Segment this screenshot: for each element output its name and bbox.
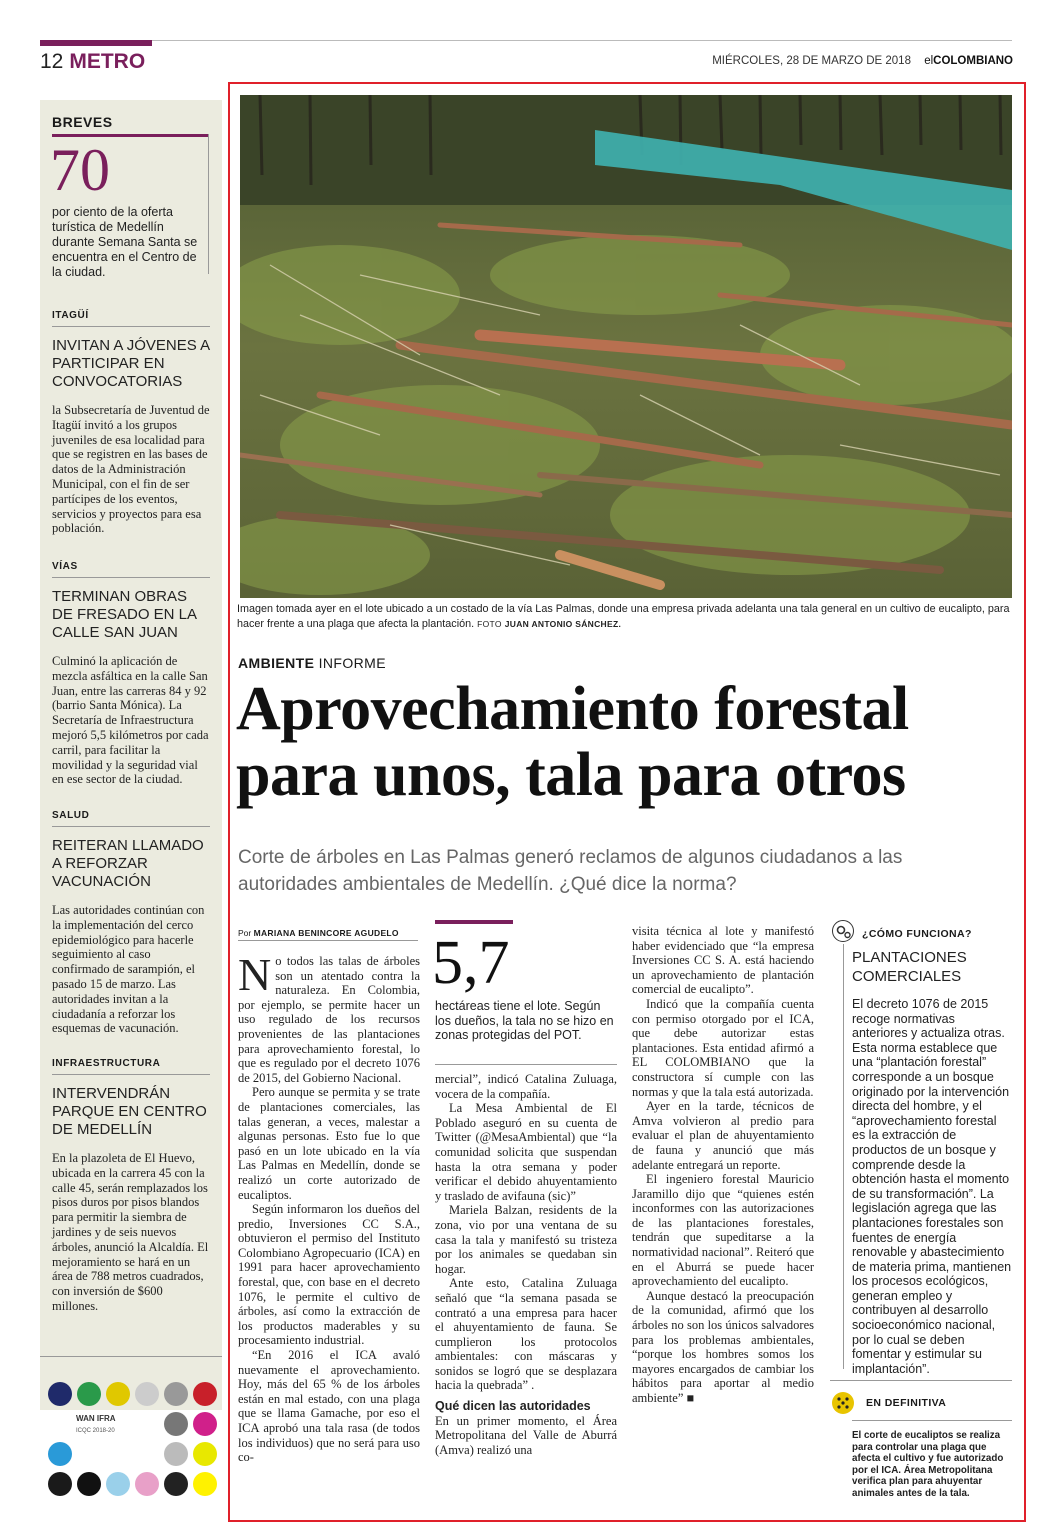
byline — [238, 928, 399, 938]
color-swatch — [193, 1412, 217, 1436]
page-section-label — [40, 50, 145, 74]
stat-bottom-rule — [435, 1064, 617, 1065]
brief-headline: TERMINAN OBRAS DE FRESADO EN LA CALLE SAN JUAN — [52, 588, 197, 641]
color-swatch — [164, 1442, 188, 1466]
photo-credit: JUAN ANTONIO SÁNCHEZ. — [504, 618, 622, 629]
brief-tag: VÍAS — [52, 561, 210, 578]
article-deck: Corte de árboles en Las Palmas generó reclamos de algunos ciudadanos a las autoridades ambientales de Medellín. ¿Qué dice la norma? — [238, 847, 903, 895]
color-swatch — [164, 1472, 188, 1496]
col1-paragraph-3: Según informaron los dueños del predio, Inversiones CC S.A., obtuvieron el permiso del Instituto Colombiano Agropecuario (ICA) en 1991 para hacer aprovechamiento forestal, que, con base en el decreto 1076, le permite el cultivo de árboles, así como la extracción de los productos maderables y su procesamiento industrial. — [238, 1202, 420, 1348]
brand-name: COLOMBIANO — [933, 55, 1013, 67]
col3-paragraph-3: Ayer en la tarde, técnicos de Amva volvieron al predio para evaluar el plan de ahuyentamiento de fauna y anunció que más adelante entregará un reporte. — [632, 1099, 814, 1172]
icqc-label: ICQC 2018-20 — [76, 1428, 115, 1434]
photo-credit-prefix: FOTO — [477, 618, 502, 629]
article-column-2 — [435, 1072, 617, 1457]
brief-salud — [52, 810, 210, 1036]
color-swatch — [164, 1412, 188, 1436]
color-swatch — [106, 1472, 130, 1496]
breves-big-stat-text: por ciento de la oferta turística de Medellín durante Semana Santa se encuentra en el Centro de la ciudad. — [52, 205, 198, 279]
wan-ifra-logo: WAN IFRA — [76, 1414, 116, 1423]
byline-rule — [238, 940, 418, 941]
brief-body: Culminó la aplicación de mezcla asfáltica en la calle San Juan, entre las carreras 84 y 92 (barrio Santa Mónica). La Secretaría de Infraestructura mejoró 5,5 kilómetros por cada carril, para facilitar la movilidad y la seguridad vial en ese sector de la ciudad. — [52, 654, 209, 787]
col1-paragraph-2: Pero aunque se permita y se trate de plantaciones comerciales, las talas generan, a veces, malestar a algunas personas. Esto fue lo que pasó en un lote ubicado en la vía Las Palmas en Medellín, donde se realizó un corte autorizado de eucaliptos. — [238, 1085, 420, 1202]
brief-tag: SALUD — [52, 810, 210, 827]
col2-paragraph-1: mercial”, indicó Catalina Zuluaga, vocera de la compañía. — [435, 1072, 617, 1101]
color-swatch — [193, 1472, 217, 1496]
breves-big-stat: 70 — [50, 137, 110, 203]
col2-paragraph-3: Mariela Balzan, residents de la zona, vio por una ventana de su casa la tala y manifestó su tristeza por los animales se quedaban sin hogar. — [435, 1203, 617, 1276]
brief-body: Las autoridades continúan con la implementación del cerco epidemiológico para hacerle seguimiento al caso confirmado de sarampión, el pasado 15 de marzo. Las autoridades invitan a la ciudadanía a reforzar los esquemas de vacunación. — [52, 903, 205, 1036]
color-swatch — [135, 1472, 159, 1496]
brief-vias — [52, 561, 210, 787]
color-swatch — [106, 1382, 130, 1406]
print-color-bar-rule — [40, 1356, 222, 1357]
col1-paragraph-1 — [238, 949, 420, 1085]
photo-illustration — [240, 95, 1012, 598]
stat-text: hectáreas tiene el lote. Según los dueños, la tala no se hizo en zonas protegidas del POT. — [435, 999, 614, 1043]
col3-p5-text: Aunque destacó la preocupación de la comunidad, afirmó que los árboles no son los únicos salvadores para los problemas ambientales, “porque los hombres somos los mayores encargados de cambiar los hábitos para aportar al medio ambiente” — [632, 1288, 814, 1405]
stat-rule — [435, 920, 513, 924]
byline-prefix: Por — [238, 928, 252, 938]
kicker-section: AMBIENTE — [238, 655, 315, 671]
newspaper-brand — [924, 55, 1013, 67]
summary-icon — [832, 1392, 854, 1414]
section-name: METRO — [69, 50, 146, 73]
header-rule — [40, 40, 1012, 41]
brief-body: la Subsecretaría de Juventud de Itagüí invitó a los grupos juveniles de esa localidad para que se registren en las bases de datos de la Administración Municipal, con el fin de ser partícipes de los eventos, servicios y proyectos para esa población. — [52, 403, 210, 536]
color-swatch — [77, 1382, 101, 1406]
brief-body: En la plazoleta de El Huevo, ubicada en la carrera 45 con la calle 45, serán remplazados los pisos duros por pisos blandos para permitir la siembra de jardines y de seis nuevos árboles, anunció la Alcaldía. El mejoramiento se hará en un área de 788 metros cuadrados, con inversión de $600 millones. — [52, 1151, 209, 1313]
col3-paragraph-2: Indicó que la compañía cuenta con permiso otorgado por el ICA, que debe autorizar estas plantaciones. Esta entidad afirmó a EL COLOMBIANO que la constructora sí cumple con las normas y que la tala está autorizada. — [632, 996, 814, 1099]
box-divider — [843, 944, 844, 1369]
brief-tag: INFRAESTRUCTURA — [52, 1058, 210, 1075]
color-swatch — [48, 1442, 72, 1466]
summary-tag: EN DEFINITIVA — [866, 1397, 947, 1409]
col3-paragraph-4: El ingeniero forestal Mauricio Jaramillo dijo que “quienes estén inconformes con las autorizaciones de las plantaciones forestales, tendrán que supeditarse a la normatividad nacional”. Reiteró que en el Aburrá se puede hacer aprovechamiento del eucalipto. — [632, 1172, 814, 1289]
brief-infraestructura — [52, 1058, 210, 1314]
col3-paragraph-5 — [632, 1289, 814, 1406]
color-swatch — [77, 1472, 101, 1496]
page-number: 12 — [40, 50, 64, 73]
header-accent-bar — [40, 40, 152, 46]
col1-p1-text: o todos las talas de árboles son un atentado contra la naturaleza. En Colombia, por ejemplo, se permite hacer un uso regulado de los recursos provenientes de las plantaciones para aprovechamiento forestal, lo que es regulado por el decreto 1076 de 2015, del Gobierno Nacional. — [238, 954, 420, 1085]
how-it-works-headline: PLANTACIONES COMERCIALES — [852, 949, 967, 985]
byline-author: MARIANA BENINCORE AGUDELO — [253, 928, 399, 938]
col3-paragraph-1: visita técnica al lote y manifestó haber evidenciado que “la empresa Inversiones CC S. A. está haciendo un aprovechamiento de plantación comercial de eucalipto”. — [632, 924, 814, 997]
issue-date: MIÉRCOLES, 28 DE MARZO DE 2018 — [712, 55, 911, 67]
article-column-3 — [632, 924, 814, 1406]
color-swatch — [48, 1382, 72, 1406]
photo-caption — [237, 602, 1012, 631]
summary-rule — [852, 1420, 1012, 1421]
breves-title: BREVES — [52, 114, 113, 130]
col2-paragraph-2: La Mesa Ambiental de El Poblado aseguró en su cuenta de Twitter (@MesaAmbiental) que “la comunidad solicita que suspendan hasta la otra semana y poder verificar el debido ahuyentamiento y traslado de avifauna (sic)” — [435, 1101, 617, 1203]
color-swatch — [164, 1382, 188, 1406]
col1-paragraph-4: “En 2016 el ICA avaló nuevamente el aprovechamiento. Hoy, más del 65 % de los árboles están en mal estado, con una plaga que se llama Gamache, por eso el ICA aprobó una tala rasa (de todos los individuos) que no será para uso co- — [238, 1348, 420, 1465]
how-it-works-tag: ¿CÓMO FUNCIONA? — [862, 928, 972, 940]
col2-paragraph-5: En un primer momento, el Área Metropolitana del Valle de Aburrá (Amva) realizó una — [435, 1413, 617, 1457]
summary-body: El corte de eucaliptos se realiza para controlar una plaga que afecta el cultivo y fue autorizado por el ICA. Área Metropolitana verifica plan para ahuyentar animales antes de la tala. — [852, 1430, 1004, 1499]
article-headline: Aprovechamiento forestal para unos, tala para otros — [236, 675, 909, 809]
how-it-works-body: El decreto 1076 de 2015 recoge normativas anteriores y actualiza otras. Esta norma establece que una “plantación forestal” corresponde a un bosque originado por la intervención directa del hombre, y el “aprovechamiento forestal es la extracción de productos de un bosque y comprende desde la obtención hasta el momento de su transformación”. La legislación agrega que las plantaciones forestales son fuentes de energía renovable y abastecimiento de materia prima, mantienen los procesos ecológicos, generan empleo y contribuyen al desarrollo socioeconómico nacional, por lo cual se deben fomentar y estimular su implantación”. — [852, 997, 1012, 1376]
caption-text: Imagen tomada ayer en el lote ubicado a un costado de la vía Las Palmas, donde una empresa privada adelanta una tala general en un cultivo de eucalipto, para hacer frente a una plaga que afecta la plantación. — [237, 603, 1010, 630]
brand-prefix: el — [924, 55, 934, 67]
drop-cap: N — [238, 949, 272, 1000]
color-swatch — [193, 1442, 217, 1466]
kicker-type: INFORME — [318, 655, 386, 671]
brief-headline: INTERVENDRÁN PARQUE EN CENTRO DE MEDELLÍN — [52, 1085, 207, 1138]
header-date-brand — [712, 55, 1013, 67]
box-bottom-rule — [830, 1380, 1012, 1381]
article-kicker — [238, 655, 386, 671]
forest-felling-photo — [240, 95, 1012, 598]
stat-value: 5,7 — [432, 929, 510, 997]
col2-paragraph-4: Ante esto, Catalina Zuluaga señaló que “la semana pasada se contrató a una empresa para hacer el ahuyentamiento de fauna. Se cumplieron los protocolos ambientales: con máscaras y sonidos se logró que se desplazara hacia la quebrada” . — [435, 1276, 617, 1393]
color-swatch — [193, 1382, 217, 1406]
color-swatch — [135, 1382, 159, 1406]
gears-icon — [832, 920, 854, 942]
brief-headline: REITERAN LLAMADO A REFORZAR VACUNACIÓN — [52, 837, 204, 890]
brief-headline: INVITAN A JÓVENES A PARTICIPAR EN CONVOCATORIAS — [52, 337, 210, 390]
brief-itagui — [52, 310, 210, 536]
breves-divider — [208, 134, 209, 274]
color-swatch — [48, 1472, 72, 1496]
end-mark: ■ — [686, 1391, 695, 1405]
brief-tag: ITAGÜÍ — [52, 310, 210, 327]
article-column-1 — [238, 949, 420, 1465]
col2-subhead: Qué dicen las autoridades — [435, 1399, 591, 1414]
